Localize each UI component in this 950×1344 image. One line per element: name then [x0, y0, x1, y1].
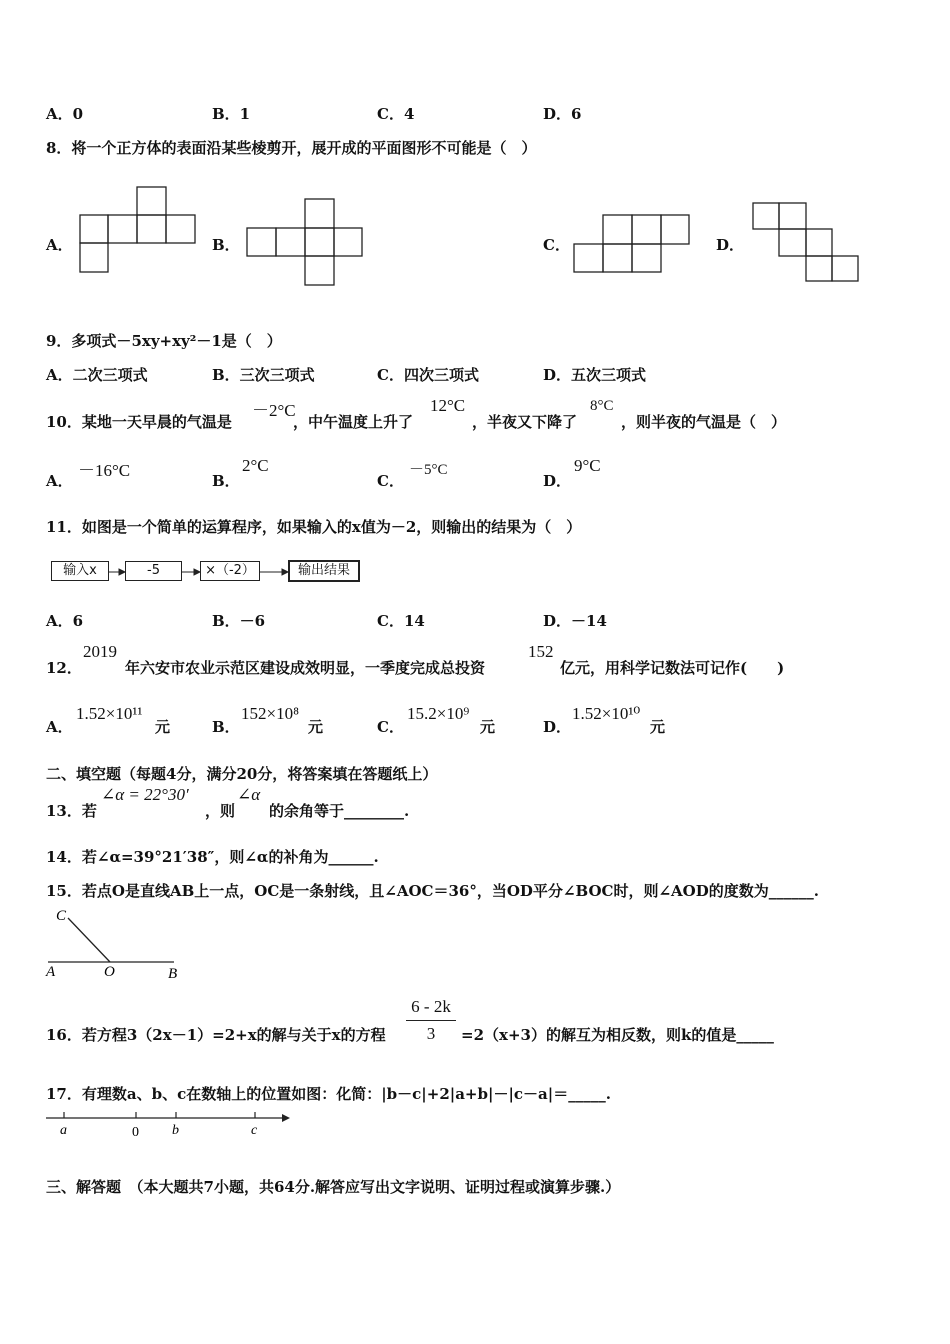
q12-option-d-unit: 元	[650, 718, 666, 736]
flow-arrows	[107, 562, 291, 582]
q12-stem-part2: 亿元，用科学记数法可记作( )	[560, 659, 785, 677]
q9-option-b: B．三次三项式	[212, 366, 315, 384]
q17-label-c: c	[251, 1123, 258, 1138]
flow-step1-box: -5	[125, 561, 182, 581]
flow-step2-box: ×（-2）	[200, 561, 260, 581]
q12-option-d: D．	[543, 718, 572, 736]
q13-stem-part2: 的余角等于________.	[269, 802, 410, 820]
q10-temp-morning: －2°C	[252, 401, 296, 420]
q8-option-a: A．	[46, 236, 73, 254]
q11-option-a: A．6	[46, 612, 84, 630]
q9-stem: 9．多项式－5xy+xy²－1是（ ）	[46, 332, 282, 350]
q10-temp-rise: 12°C	[430, 396, 466, 415]
q10-option-c-value: －5°C	[409, 462, 448, 478]
q10-option-d-value: 9°C	[574, 456, 601, 475]
q7-option-a: A．0	[46, 105, 84, 123]
q17-label-a: a	[60, 1123, 67, 1138]
q17-number-line	[44, 1108, 294, 1142]
cube-net-d	[752, 202, 860, 283]
q15-stem: 15．若点O是直线AB上一点，OC是一条射线，且∠AOC＝36°，当OD平分∠BOC时，则∠AOD的度数为______.	[46, 882, 819, 900]
q12-option-a-unit: 元	[155, 718, 171, 736]
q12-amount: 152	[528, 642, 554, 661]
cube-net-b	[246, 198, 364, 287]
q16-fraction-bar	[406, 1020, 456, 1021]
section2-heading: 二、填空题（每题4分，满分20分，将答案填在答题纸上）	[46, 765, 438, 783]
cube-net-a	[79, 186, 197, 274]
q10-option-d: D．	[543, 472, 572, 490]
q16-fraction-denominator: 3	[426, 1024, 436, 1043]
q17-label-zero: 0	[132, 1125, 139, 1140]
q10-option-a: A．	[46, 472, 73, 490]
q10-temp-drop: 8°C	[590, 398, 614, 414]
q10-option-a-value: －16°C	[78, 461, 131, 480]
q8-option-c: C．	[543, 236, 570, 254]
q8-stem: 8．将一个正方体的表面沿某些棱剪开，展开成的平面图形不可能是（ ）	[46, 139, 537, 157]
q9-option-a: A．二次三项式	[46, 366, 148, 384]
q12-number: 12．	[46, 659, 82, 677]
q12-option-c-unit: 元	[480, 718, 496, 736]
q17-label-b: b	[172, 1123, 179, 1138]
q11-option-c: C．14	[377, 612, 425, 630]
section3-heading: 三、解答题 （本大题共7小题，共64分.解答应写出文字说明、证明过程或演算步骤.）	[46, 1178, 621, 1196]
q7-option-b: B．1	[212, 105, 251, 123]
q15-angle-figure	[44, 906, 184, 982]
q16-stem-part2: =2（x+3）的解互为相反数，则k的值是_____	[461, 1026, 774, 1044]
cube-net-c	[573, 214, 691, 274]
q10-stem-part4: ，则半夜的气温是（ ）	[621, 413, 787, 431]
q12-stem-part1: 年六安市农业示范区建设成效明显，一季度完成总投资	[125, 659, 486, 677]
q16-stem-part1: 16．若方程3（2x－1）=2+x的解与关于x的方程	[46, 1026, 386, 1044]
q13-alpha: ∠α	[237, 785, 261, 804]
q9-option-d: D．五次三项式	[543, 366, 647, 384]
flow-output-box: 输出结果	[288, 560, 360, 582]
q12-option-b: B．	[212, 718, 240, 736]
q15-label-b: B	[168, 966, 178, 982]
q15-label-c: C	[56, 908, 67, 924]
q9-option-c: C．四次三项式	[377, 366, 479, 384]
q12-year: 2019	[83, 642, 117, 661]
flow-input-box: 输入x	[51, 561, 109, 581]
q13-stem-part1: ，则	[205, 802, 236, 820]
q13-angle-expr: ∠α = 22°30′	[101, 785, 189, 804]
q12-option-c: C．	[377, 718, 404, 736]
q8-option-b: B．	[212, 236, 240, 254]
q11-option-d: D．－14	[543, 612, 607, 630]
q16-fraction-numerator: 6 - 2k	[411, 997, 451, 1016]
q10-stem-part3: ，半夜又下降了	[472, 413, 578, 431]
q12-option-b-value: 152×10⁸	[241, 704, 300, 723]
q13-stem-part0: 13．若	[46, 802, 97, 820]
q11-stem: 11．如图是一个简单的运算程序，如果输入的x值为－2，则输出的结果为（ ）	[46, 518, 582, 536]
q12-option-b-unit: 元	[308, 718, 324, 736]
q10-option-b-value: 2°C	[242, 456, 269, 475]
q12-option-a: A．	[46, 718, 73, 736]
q11-option-b: B．－6	[212, 612, 266, 630]
q10-stem-part1: 10．某地一天早晨的气温是	[46, 413, 232, 431]
q8-option-d: D．	[716, 236, 745, 254]
q7-option-c: C．4	[377, 105, 415, 123]
q12-option-d-value: 1.52×10¹⁰	[572, 704, 641, 723]
q12-option-a-value: 1.52×10¹¹	[76, 704, 143, 723]
q10-option-b: B．	[212, 472, 240, 490]
q15-label-o: O	[104, 964, 115, 980]
q10-stem-part2: ，中午温度上升了	[293, 413, 414, 431]
q14-stem: 14．若∠α=39°21′38″，则∠α的补角为______.	[46, 848, 379, 866]
q10-option-c: C．	[377, 472, 404, 490]
q17-stem: 17．有理数a、b、c在数轴上的位置如图：化简：|b－c|+2|a+b|－|c－a|＝_____.	[46, 1085, 611, 1103]
q12-option-c-value: 15.2×10⁹	[407, 704, 470, 723]
q7-option-d: D．6	[543, 105, 582, 123]
q15-label-a: A	[46, 964, 56, 980]
